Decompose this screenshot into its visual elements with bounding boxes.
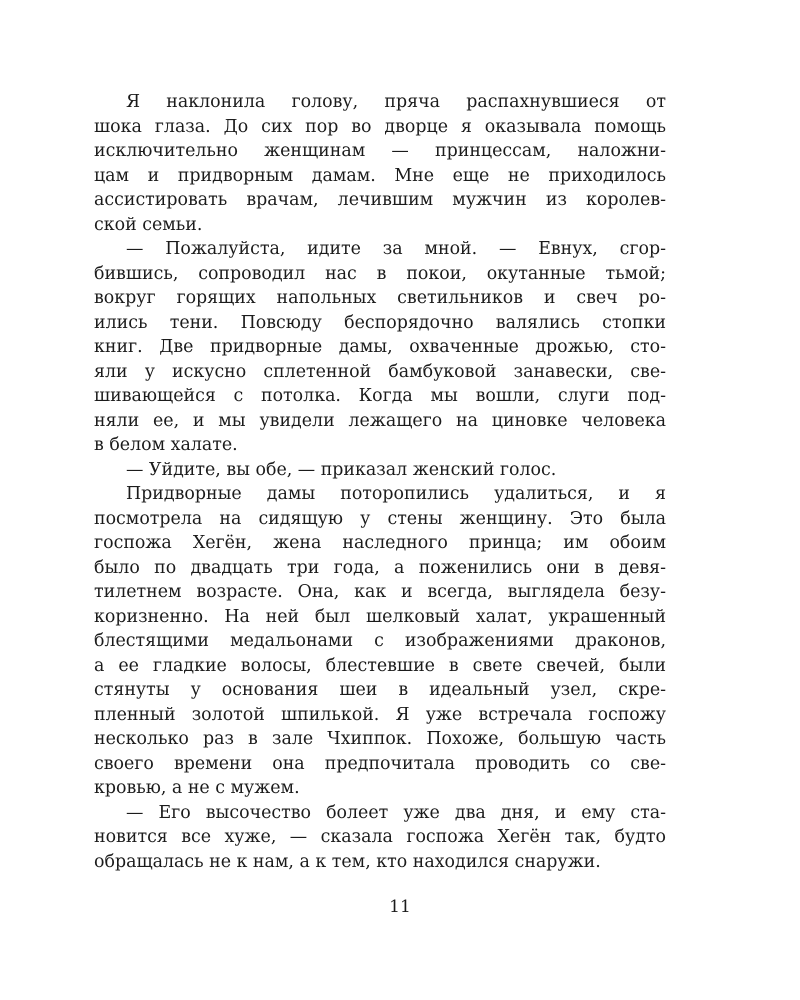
text-line: ской семьи. bbox=[94, 214, 203, 235]
text-line: вокруг горящих напольных светильников и свеч ро- bbox=[94, 288, 666, 308]
text-line: несколько раз в зале Чхиппок. Похоже, большую часть bbox=[94, 729, 666, 749]
text-line: ились тени. Повсюду беспорядочно валялись стопки bbox=[94, 312, 666, 333]
text-line: исключительно женщинам — принцессам, наложни- bbox=[94, 141, 666, 161]
text-line: шивающейся с потолка. Когда мы вошли, слуги под- bbox=[94, 386, 666, 406]
text-line: шока глаза. До сих пор во дворце я оказывала помощь bbox=[94, 116, 666, 137]
text-line: Придворные дамы поторопились удалиться, и я bbox=[126, 484, 666, 504]
text-line: — Его высочество болеет уже два дня, и ему ста- bbox=[126, 802, 666, 823]
text-line: Я наклонила голову, пряча распахнувшиеся от bbox=[126, 92, 666, 112]
text-line: посмотрела на сидящую у стены женщину. Это была bbox=[94, 508, 666, 529]
text-line: новится все хуже, — сказала госпожа Хегён так, будто bbox=[94, 827, 666, 847]
text-line: яли у искусно сплетенной бамбуковой занавески, све- bbox=[94, 361, 666, 382]
text-line: в белом халате. bbox=[94, 435, 238, 455]
text-line: ассистировать врачам, лечившим мужчин из королев- bbox=[94, 190, 666, 210]
text-line: няли ее, и мы увидели лежащего на циновке человека bbox=[94, 410, 666, 431]
text-line: а ее гладкие волосы, блестевшие в свете свечей, были bbox=[94, 655, 666, 676]
page-number: 11 bbox=[389, 897, 411, 917]
text-line: тилетнем возрасте. Она, как и всегда, выглядела безу- bbox=[94, 582, 666, 602]
text-line: было по двадцать три года, а поженились они в девя- bbox=[94, 557, 666, 578]
text-line: бившись, сопроводил нас в покои, окутанные тьмой; bbox=[94, 263, 666, 284]
text-line: пленный золотой шпилькой. Я уже встречала госпожу bbox=[94, 704, 666, 725]
text-line: книг. Две придворные дамы, охваченные дрожью, сто- bbox=[94, 337, 666, 357]
text-line: обращалась не к нам, а к тем, кто находился снаружи. bbox=[94, 851, 601, 872]
text-line: своего времени она предпочитала проводить со све- bbox=[94, 753, 666, 774]
text-line: — Уйдите, вы обе, — приказал женский голос. bbox=[126, 459, 557, 480]
text-line: коризненно. На ней был шелковый халат, украшенный bbox=[94, 606, 666, 627]
text-line: блестящими медальонами с изображениями драконов, bbox=[94, 631, 666, 651]
text-line: кровью, а не с мужем. bbox=[94, 778, 300, 798]
text-line: цам и придворным дамам. Мне еще не приходилось bbox=[94, 165, 666, 186]
book-page-text bbox=[94, 90, 666, 874]
text-line: госпожа Хегён, жена наследного принца; им обоим bbox=[94, 533, 666, 553]
text-line: стянуты у основания шеи в идеальный узел, скре- bbox=[94, 680, 666, 700]
text-line: — Пожалуйста, идите за мной. — Евнух, сгор- bbox=[126, 239, 666, 259]
